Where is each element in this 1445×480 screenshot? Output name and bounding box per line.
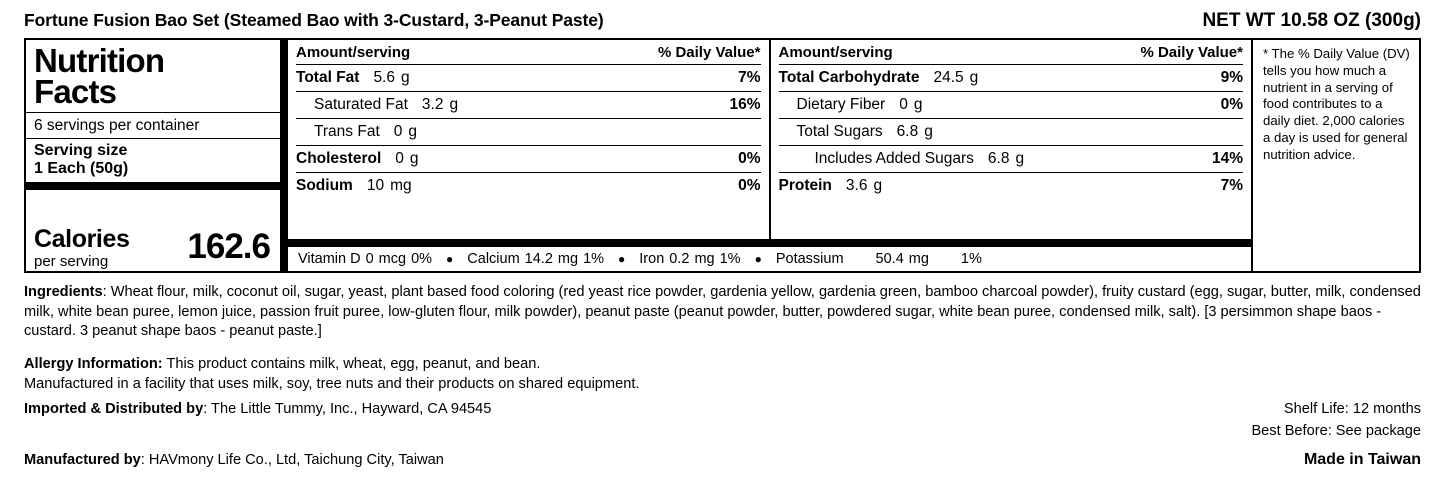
nutrient-amount: 3.6 <box>845 177 868 194</box>
nutrient-amount: 0 <box>395 150 404 167</box>
nutrient-unit: g <box>873 177 883 194</box>
nutrient-name: Total Carbohydrate <box>778 69 920 86</box>
best-before-line <box>24 423 1421 439</box>
micronutrient-dv: 1% <box>583 251 605 267</box>
nutrient-columns <box>288 40 1251 239</box>
nutrient-columns-wrapper <box>288 40 1251 271</box>
nutrient-name: Total Fat <box>296 69 360 86</box>
micronutrient-name: Vitamin D <box>298 251 361 267</box>
allergy-text: This product contains milk, wheat, egg, peanut, and bean. <box>162 356 541 373</box>
column1-amount-header: Amount/serving <box>296 44 411 61</box>
nutrient-dv: 7% <box>1220 177 1243 194</box>
column2-amount-header: Amount/serving <box>778 44 893 61</box>
micronutrient-item <box>639 251 740 267</box>
nutrient-dv: 14% <box>1211 150 1243 167</box>
daily-value-footnote: * The % Daily Value (DV) tells you how much a nutrient in a serving of food contributes to a daily diet. 2,000 calories a day is used for general nutrition advice. <box>1251 40 1419 271</box>
nutrient-amount: 10 <box>366 177 385 194</box>
allergy-label: Allergy Information: <box>24 356 163 373</box>
nutrient-dv: 0% <box>1220 96 1243 113</box>
importer-block <box>24 401 491 417</box>
micronutrient-name: Calcium <box>467 251 520 267</box>
nutrient-row <box>296 91 761 118</box>
nutrient-row <box>779 64 1244 91</box>
nutrient-amount: 3.2 <box>421 96 444 113</box>
nutrient-name: Saturated Fat <box>314 96 408 113</box>
nutrient-unit: mg <box>390 177 412 194</box>
nutrient-unit: g <box>969 69 979 86</box>
nutrient-amount: 24.5 <box>933 69 964 86</box>
nutrient-name: Sodium <box>296 177 353 194</box>
shelf-life: Shelf Life: 12 months <box>1283 400 1421 417</box>
nutrient-unit: g <box>449 96 459 113</box>
ingredients-text: : Wheat flour, milk, coconut oil, sugar, yeast, plant based food coloring (red yeast rice powder, gardenia yellow, gardenia green, bamboo charcoal powder), fruity custard (egg, sugar, butter, milk, condensed milk, white bean puree, lemon juice, passion fruit puree, low-gluten flour, milk powder), peanut paste (peanut powder, butter, powdered sugar, white bean puree, condensed milk, salt). [3 persimmon shape baos - custard. 3 peanut shape baos - peanut paste.] <box>24 284 1421 340</box>
manufacturer-line <box>24 451 1421 469</box>
nutrient-row <box>779 91 1244 118</box>
nutrient-amount: 0 <box>393 123 403 140</box>
micronutrient-unit: mg <box>694 251 715 267</box>
nutrient-dv: 0% <box>738 177 761 194</box>
nutrient-name: Cholesterol <box>296 150 382 167</box>
calories-label: Calories <box>34 225 130 253</box>
manufacturer-label: Manufactured by <box>24 451 141 468</box>
product-title: Fortune Fusion Bao Set (Steamed Bao with 3-Custard, 3-Peanut Paste) <box>24 10 604 30</box>
nutrition-summary-column <box>26 40 288 271</box>
nutrition-facts-title-line2: Facts <box>34 73 117 111</box>
column2-dv-header: % Daily Value* <box>1140 44 1243 61</box>
column1-dv-header: % Daily Value* <box>657 44 761 61</box>
nutrient-unit: g <box>409 150 419 167</box>
nutrient-amount: 5.6 <box>373 69 395 86</box>
net-weight: NET WT 10.58 OZ (300g) <box>1202 10 1421 31</box>
nutrient-name: Total Sugars <box>796 123 883 140</box>
nutrition-facts-title-line1: Nutrition <box>34 42 165 79</box>
micronutrient-item <box>298 251 432 267</box>
micronutrient-unit: mg <box>557 251 579 267</box>
nutrient-dv: 16% <box>729 96 761 113</box>
best-before: Best Before: See package <box>1251 422 1421 439</box>
nutrient-row <box>779 118 1244 145</box>
nutrient-row <box>296 145 761 172</box>
column1-headers <box>296 40 761 64</box>
allergy-facility-text: Manufactured in a facility that uses milk, soy, tree nuts and their products on shared equipment. <box>24 376 640 393</box>
nutrient-unit: g <box>924 123 933 140</box>
nutrient-row <box>779 145 1244 172</box>
servings-per-container: 6 servings per container <box>34 116 200 134</box>
ingredients-label: Ingredients <box>24 284 103 300</box>
nutrition-facts-panel <box>24 38 1421 273</box>
nutrient-name: Trans Fat <box>314 123 380 140</box>
calories-row <box>26 190 280 271</box>
allergy-line <box>24 354 1421 374</box>
nutrient-amount: 6.8 <box>987 150 1010 167</box>
serving-size-label: Serving size <box>34 141 128 159</box>
micronutrient-amount: 0 <box>365 251 374 267</box>
micronutrient-dv: 0% <box>411 251 433 267</box>
nutrient-unit: g <box>913 96 923 113</box>
nutrient-row <box>296 172 761 199</box>
nutrient-dv: 7% <box>738 69 761 86</box>
nutrient-row <box>296 118 761 145</box>
micronutrient-unit: mg <box>908 251 929 267</box>
nutrient-dv: 0% <box>738 150 761 167</box>
nutrient-column-2 <box>769 40 1252 239</box>
label-header <box>24 10 1421 32</box>
nutrient-name: Includes Added Sugars <box>814 150 974 167</box>
micronutrient-amount: 50.4 <box>875 251 904 267</box>
nutrient-dv: 9% <box>1220 69 1243 86</box>
micronutrient-amount: 0.2 <box>669 251 690 267</box>
micronutrient-name: Potassium <box>775 251 844 267</box>
calories-sublabel: per serving <box>34 253 109 270</box>
nutrient-unit: g <box>1015 150 1025 167</box>
nutrient-name: Protein <box>778 177 832 194</box>
micronutrient-item <box>776 251 982 267</box>
nutrient-amount: 6.8 <box>896 123 919 140</box>
column2-headers <box>779 40 1244 64</box>
manufacturer-block <box>24 452 444 468</box>
allergy-block <box>24 354 1421 395</box>
micronutrient-dv: 1% <box>719 251 741 267</box>
nutrient-unit: g <box>401 69 410 86</box>
nutrient-row <box>296 64 761 91</box>
bullet-separator-icon: ● <box>754 252 762 266</box>
bullet-separator-icon: ● <box>618 252 626 266</box>
bullet-separator-icon: ● <box>446 252 454 266</box>
micronutrient-row <box>288 239 1251 271</box>
importer-text: : The Little Tummy, Inc., Hayward, CA 94545 <box>203 400 492 417</box>
micronutrient-name: Iron <box>639 251 665 267</box>
nutrient-column-1 <box>288 40 769 239</box>
micronutrient-dv: 1% <box>960 251 982 267</box>
nutrition-facts-title <box>26 40 280 112</box>
importer-label: Imported & Distributed by <box>24 400 204 417</box>
ingredients-block <box>24 283 1421 342</box>
nutrient-unit: g <box>408 123 417 140</box>
nutrient-name: Dietary Fiber <box>796 96 886 113</box>
micronutrient-amount: 14.2 <box>524 251 553 267</box>
micronutrient-item <box>467 251 604 267</box>
manufacturer-text: : HAVmony Life Co., Ltd, Taichung City, Taiwan <box>140 451 444 468</box>
calories-value: 162.6 <box>187 227 270 266</box>
nutrient-amount: 0 <box>899 96 908 113</box>
serving-size-value: 1 Each (50g) <box>34 159 129 177</box>
importer-line <box>24 401 1421 417</box>
micronutrient-unit: mcg <box>378 251 407 267</box>
made-in: Made in Taiwan <box>1303 450 1421 468</box>
nutrient-row <box>779 172 1244 199</box>
